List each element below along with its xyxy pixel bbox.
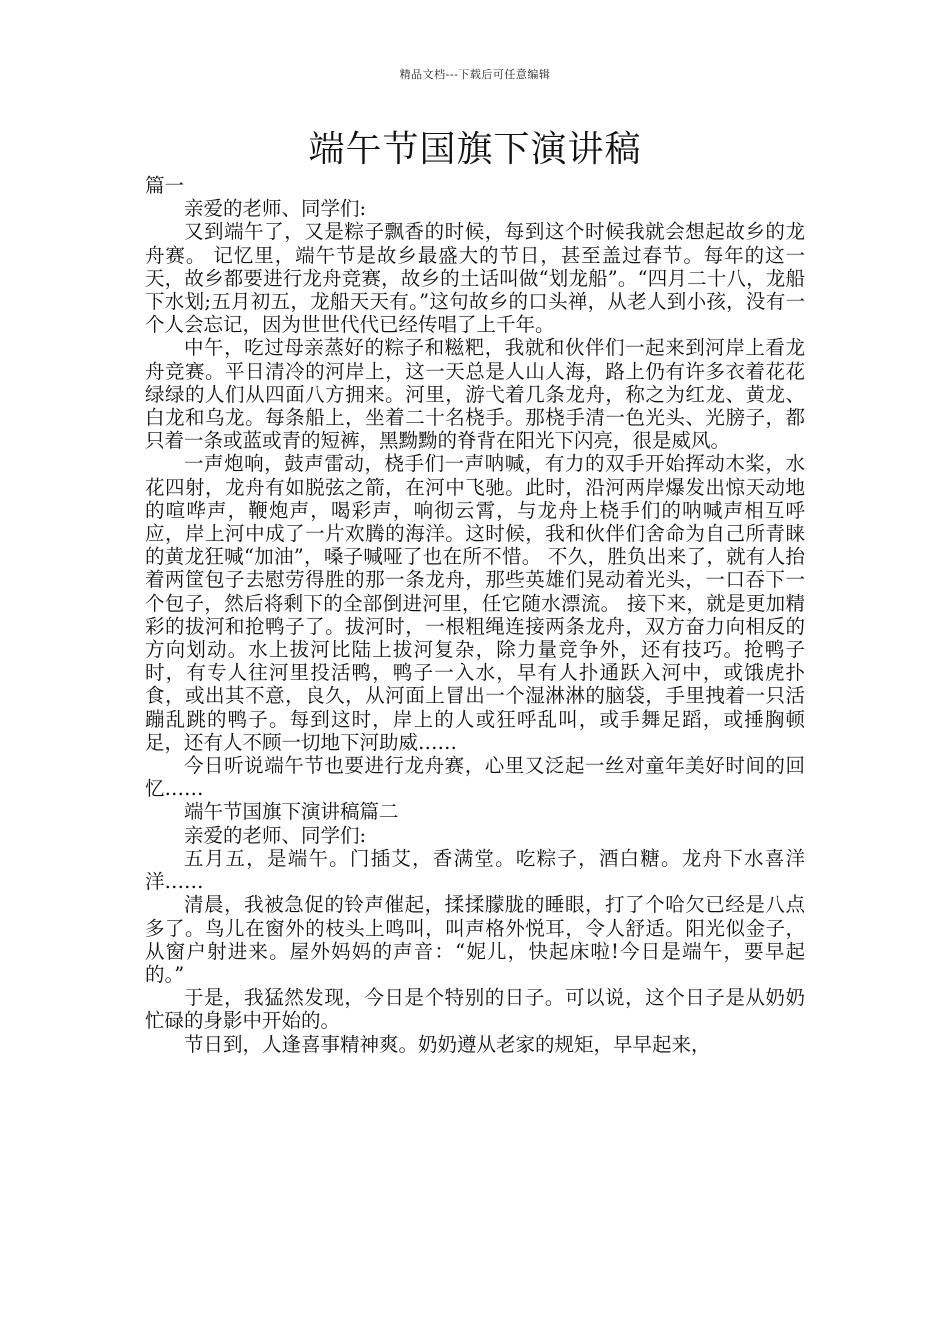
- document-title: 端午节国旗下演讲稿: [308, 129, 642, 170]
- document-body: [145, 174, 805, 1056]
- paragraph: 五月五，是端午。门插艾，香满堂。吃粽子，酒白糖。龙舟下水喜洋洋……: [145, 846, 805, 894]
- paragraph: 一声炮响，鼓声雷动，桡手们一声呐喊，有力的双手开始挥动木桨，水花四射，龙舟有如脱弦之箭，在河中飞驰。此时，沿河两岸爆发出惊天动地的喧哗声，鞭炮声，喝彩声，响彻云霄，与龙舟上桡手们的呐喊声相互呼应，岸上河中成了一片欢腾的海洋。这时候，我和伙伴们舍命为自己所青睐的黄龙狂喊“加油”，嗓子喊哑了也在所不惜。 不久，胜负出来了，就有人抬着两筐包子去慰劳得胜的那一条龙舟，那些英雄们晃动着光头，一口吞下一个包子，然后将剩下的全部倒进河里，任它随水漂流。 接下来，就是更加精彩的拔河和抢鸭子了。拔河时，一根粗绳连接两条龙舟，双方奋力向相反的方向划动。水上拔河比陆上拔河复杂，除力量竞争外，还有技巧。抢鸭子时，有专人往河里投活鸭，鸭子一入水，早有人扑通跃入河中，或饿虎扑食，或出其不意，良久，从河面上冒出一个湿淋淋的脑袋，手里拽着一只活蹦乱跳的鸭子。每到这时，岸上的人或狂呼乱叫，或手舞足蹈，或捶胸顿足，还有人不顾一切地下河助威……: [145, 452, 805, 754]
- paragraph: 中午，吃过母亲蒸好的粽子和糍粑，我就和伙伴们一起来到河岸上看龙舟竞赛。平日清冷的河岸上，这一天总是人山人海，路上仍有许多衣着花花绿绿的人们从四面八方拥来。河里，游弋着几条龙舟，称之为红龙、黄龙、白龙和乌龙。每条船上，坐着二十名桡手。那桡手清一色光头、光膀子，都只着一条或蓝或青的短裤，黑黝黝的脊背在阳光下闪亮，很是威风。: [145, 336, 805, 453]
- paragraph: 于是，我猛然发现，今日是个特别的日子。可以说，这个日子是从奶奶忙碌的身影中开始的。: [145, 986, 805, 1033]
- greeting: 亲爱的老师、同学们:: [184, 823, 367, 847]
- paragraph: 清晨，我被急促的铃声催起，揉揉朦胧的睡眼，打了个哈欠已经是八点多了。鸟儿在窗外的枝头上鸣叫，叫声格外悦耳，令人舒适。阳光似金子，从窗户射进来。屋外妈妈的声音：“妮儿，快起床啦!今日是端午，要早起的。”: [145, 893, 805, 986]
- paragraph: 节日到，人逢喜事精神爽。奶奶遵从老家的规矩，早早起来，: [184, 1032, 711, 1056]
- paragraph: 今日听说端午节也要进行龙舟赛，心里又泛起一丝对童年美好时间的回忆……: [145, 754, 805, 801]
- header-note: 精品文档---下载后可任意编辑: [399, 68, 551, 81]
- paragraph: 又到端午了，又是粽子飘香的时候，每到这个时候我就会想起故乡的龙舟赛。 记忆里，端午节是故乡最盛大的节日，甚至盖过春节。每年的这一天，故乡都要进行龙舟竞赛，故乡的土话叫做“划龙船”。“四月二十八，龙船下水划;五月初五，龙船天天有。”这句故乡的口头禅，从老人到小孩，没有一个人会忘记，因为世世代代已经传唱了上千年。: [145, 220, 805, 337]
- greeting: 亲爱的老师、同学们:: [184, 197, 367, 221]
- section-heading: 端午节国旗下演讲稿篇二: [184, 800, 399, 824]
- section-label: 篇一: [145, 174, 185, 197]
